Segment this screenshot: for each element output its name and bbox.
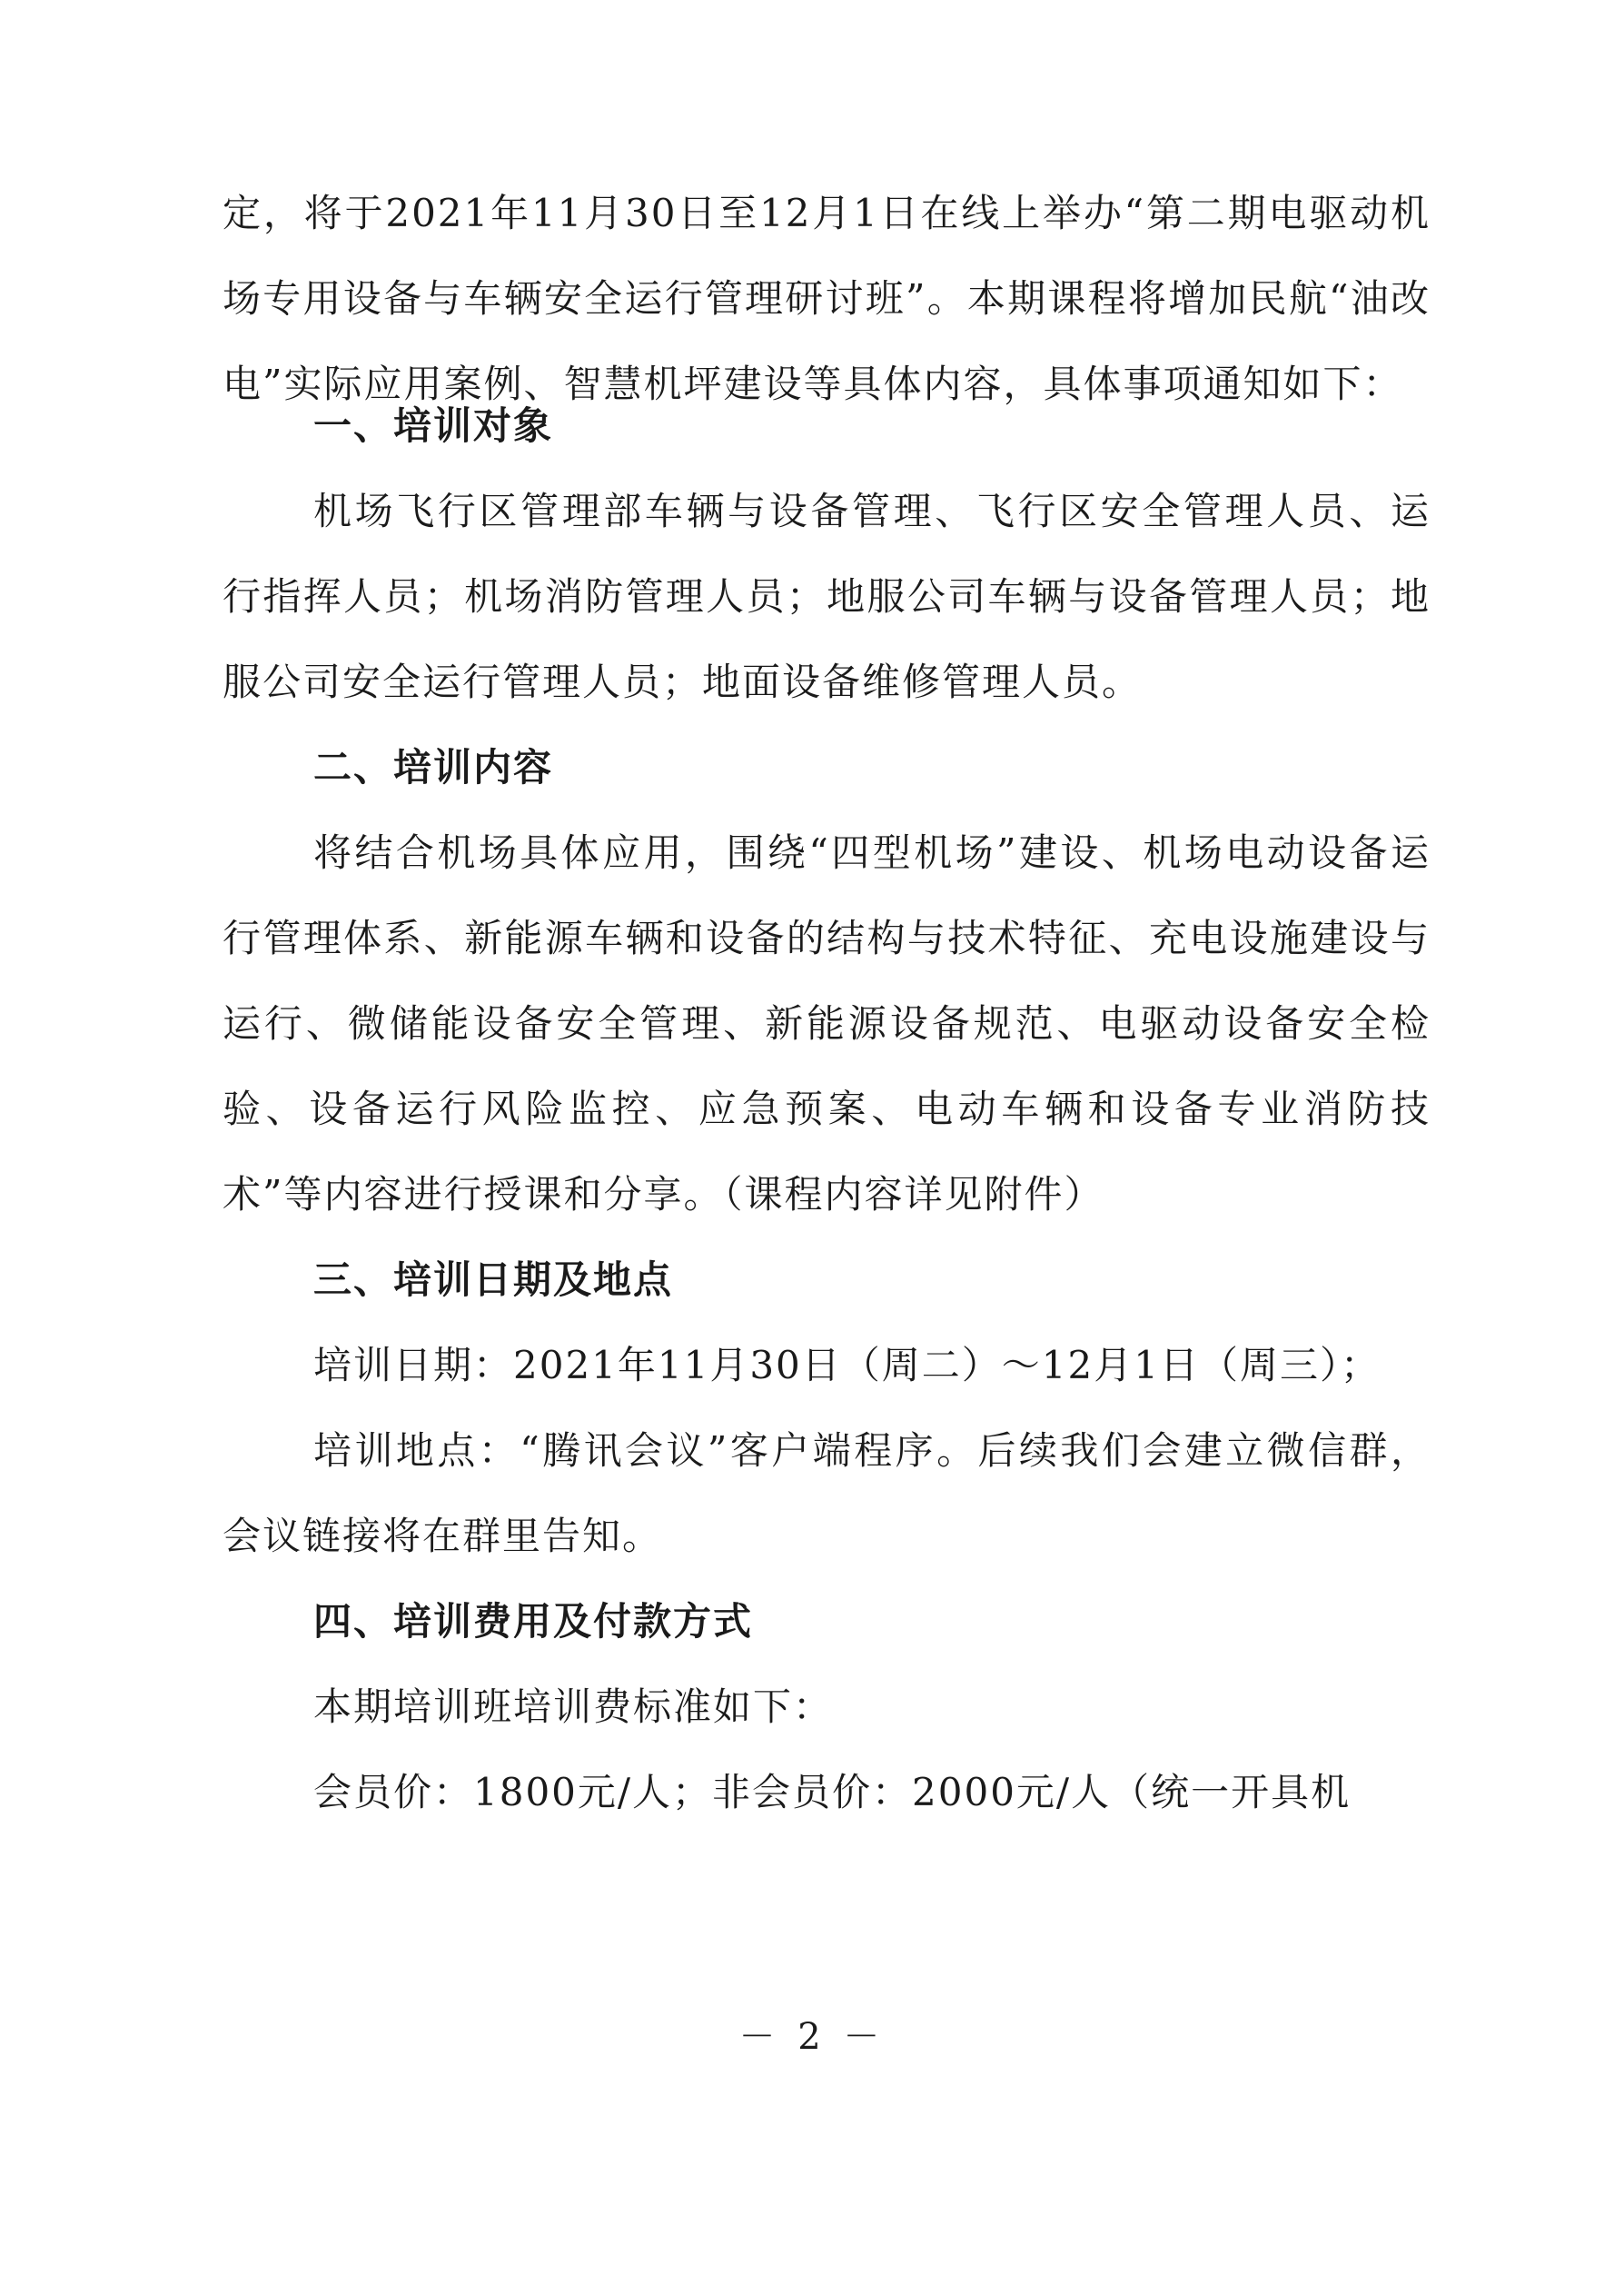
- fee-intro: 本期培训班培训费标准如下：: [313, 1684, 834, 1729]
- fee-line: 会员价：1800元/人；非会员价：2000元/人（统一开具机: [313, 1770, 1352, 1814]
- section-heading-fees: 四、培训费用及付款方式: [313, 1599, 754, 1644]
- page-number: － 2 －: [738, 2016, 886, 2058]
- section-heading-content: 二、培训内容: [313, 745, 554, 790]
- training-location: 培训地点：“腾讯会议”客户端程序。后续我们会建立微信群，会议链接将在群里告知。: [223, 1428, 1431, 1558]
- training-date: 培训日期：2021年11月30日（周二）～12月1日（周三）；: [313, 1343, 1381, 1387]
- section-heading-date-location: 三、培训日期及地点: [313, 1257, 674, 1302]
- intro-paragraph: 定，将于2021年11月30日至12月1日在线上举办“第二期电驱动机场专用设备与车辆安全运行管理研讨班”。本期课程将增加民航“油改电”实际应用案例、智慧机坪建设等具体内容，具体事项通知如下：: [223, 191, 1431, 406]
- section-heading-targets: 一、培训对象: [313, 403, 554, 448]
- section-body-content: 将结合机场具体应用，围绕“四型机场”建设、机场电动设备运行管理体系、新能源车辆和设备的结构与技术特征、充电设施建设与运行、微储能设备安全管理、新能源设备规范、电驱动设备安全检验、设备运行风险监控、应急预案、电动车辆和设备专业消防技术”等内容进行授课和分享。（课程内容详见附件）: [223, 830, 1431, 1217]
- section-body-targets: 机场飞行区管理部车辆与设备管理、飞行区安全管理人员、运行指挥人员；机场消防管理人员；地服公司车辆与设备管理人员；地服公司安全运行管理人员；地面设备维修管理人员。: [223, 489, 1431, 704]
